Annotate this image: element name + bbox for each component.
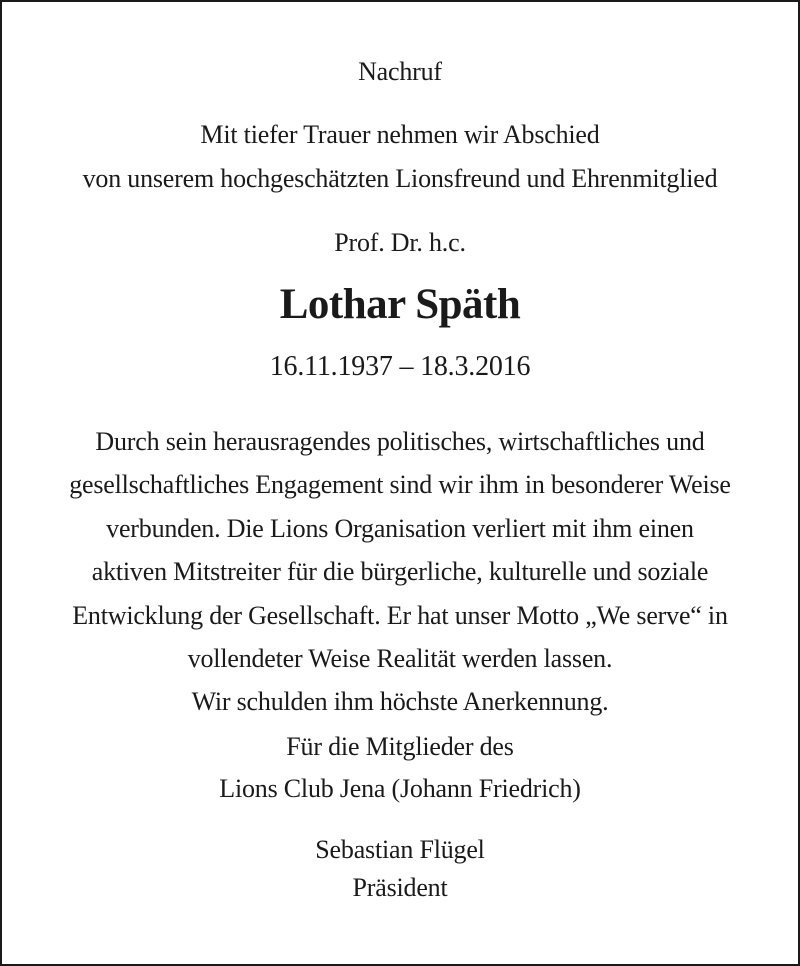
tribute-line-5: Entwicklung der Gesellschaft. Er hat unser Motto „We serve“ in: [72, 600, 728, 630]
life-dates: 16.11.1937 – 18.3.2016: [269, 351, 531, 382]
deceased-name: Lothar Späth: [279, 281, 521, 328]
tribute-line-6: vollendeter Weise Realität werden lassen.: [187, 644, 613, 674]
signatory-name: Sebastian Flügel: [315, 835, 485, 864]
notice-heading: Nachruf: [358, 57, 442, 86]
signatory-title: Präsident: [352, 873, 448, 902]
tribute-line-1: Durch sein herausragendes politisches, wirtschaftliches und: [95, 427, 705, 456]
tribute-line-4: aktiven Mitstreiter für die bürgerliche, kulturelle und soziale: [91, 557, 709, 587]
tribute-text: [2, 420, 798, 724]
honorific-title: Prof. Dr. h.c.: [334, 228, 466, 257]
tribute-line-3: verbunden. Die Lions Organisation verliert mit ihm einen: [106, 513, 694, 543]
on-behalf-line-2: Lions Club Jena (Johann Friedrich): [219, 774, 581, 803]
tribute-line-7: Wir schulden ihm höchste Anerkennung.: [191, 687, 609, 717]
tribute-line-2: gesellschaftliches Engagement sind wir ihm in besonderer Weise: [69, 470, 731, 500]
intro-line-2: von unserem hochgeschätzten Lionsfreund und Ehrenmitglied: [82, 164, 718, 193]
intro-line-1: Mit tiefer Trauer nehmen wir Abschied: [200, 120, 600, 149]
on-behalf-line-1: Für die Mitglieder des: [286, 732, 514, 761]
